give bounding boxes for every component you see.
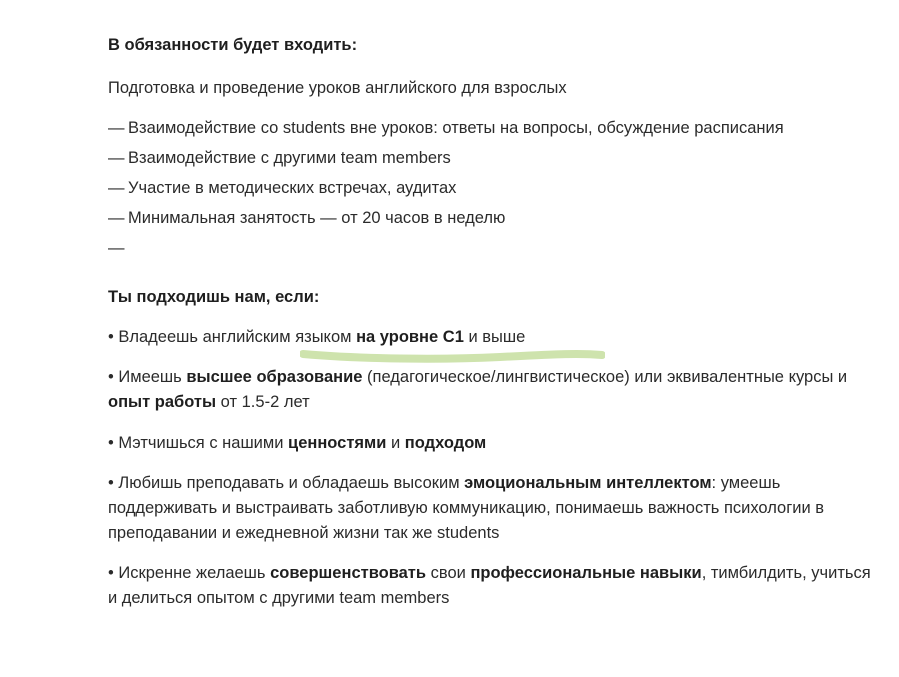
requirement-paragraph — [108, 471, 878, 546]
requirement-text: , тимбилдить, учиться и делиться опытом с другими team members — [108, 564, 871, 607]
requirement-emphasis: совершенствовать — [270, 564, 427, 582]
requirement-text: Искренне желаешь — [113, 564, 271, 582]
bullet-marker: • — [108, 474, 114, 492]
requirement-text: Имеешь — [113, 368, 187, 386]
requirement-emphasis: ценностями — [288, 434, 387, 452]
dash-marker: — — [108, 209, 125, 227]
requirement-text: от 1.5-2 лет — [216, 393, 310, 411]
requirement-text: Владеешь английским языком — [113, 328, 357, 346]
bullet-marker: • — [108, 368, 114, 386]
requirement-text: и — [386, 434, 405, 452]
requirement-paragraph — [108, 561, 878, 611]
dash-marker: — — [108, 239, 125, 257]
requirement-paragraph — [108, 365, 878, 415]
requirement-paragraph — [108, 431, 878, 456]
duty-item — [108, 146, 451, 170]
requirement-emphasis: эмоциональным интеллектом — [464, 474, 712, 492]
duty-item-text: Взаимодействие со students вне уроков: ответы на вопросы, обсуждение расписания — [128, 119, 784, 137]
requirement-emphasis: профессиональные навыки — [470, 564, 702, 582]
requirement-text: и выше — [463, 328, 526, 346]
duty-item — [108, 206, 505, 230]
duty-item-text: Минимальная занятость — от 20 часов в неделю — [128, 209, 506, 227]
duties-intro: Подготовка и проведение уроков английского для взрослых — [108, 79, 567, 97]
requirement-emphasis: высшее образование — [186, 368, 363, 386]
requirement-emphasis: подходом — [404, 434, 487, 452]
duty-item-text: Взаимодействие с другими team members — [128, 149, 451, 167]
requirement-text: Мэтчишься с нашими — [113, 434, 289, 452]
dash-marker: — — [108, 119, 125, 137]
duties-heading: В обязанности будет входить: — [108, 36, 358, 54]
fit-heading: Ты подходишь нам, если: — [108, 288, 320, 306]
duty-item — [108, 116, 784, 140]
dash-marker: — — [108, 179, 125, 197]
duty-item-text: Участие в методических встречах, аудитах — [128, 179, 457, 197]
requirement-emphasis: опыт работы — [108, 393, 217, 411]
dash-marker: — — [108, 149, 125, 167]
requirement-text: свои — [426, 564, 471, 582]
requirement-paragraph — [108, 325, 878, 350]
bullet-marker: • — [108, 434, 114, 452]
requirement-text: Любишь преподавать и обладаешь высоким — [113, 474, 465, 492]
bullet-marker: • — [108, 328, 114, 346]
requirement-text: (педагогическое/лингвистическое) или эквивалентные курсы и — [362, 368, 848, 386]
duty-item — [108, 176, 456, 200]
requirement-emphasis: на уровне С1 — [356, 328, 464, 346]
duty-item — [108, 236, 128, 260]
bullet-marker: • — [108, 564, 114, 582]
requirement-text: : умеешь поддерживать и выстраивать заботливую коммуникацию, понимаешь важность психологии в преподавании и ежедневной жизни так же students — [108, 474, 825, 542]
